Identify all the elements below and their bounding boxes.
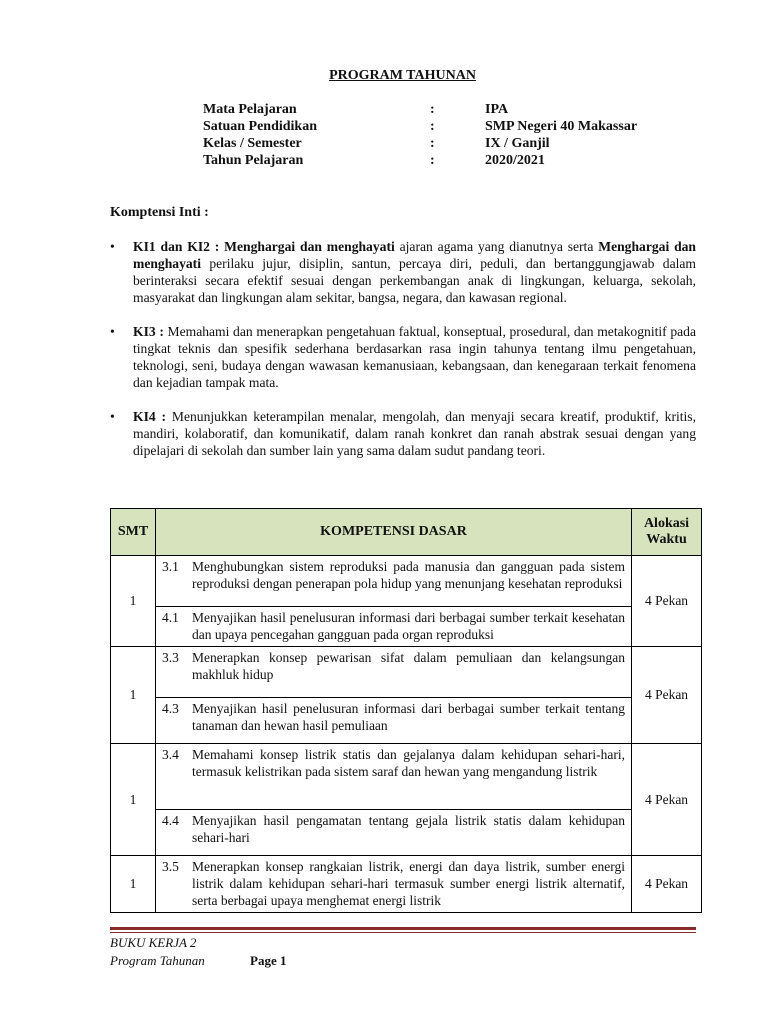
meta-label: Satuan Pendidikan	[203, 119, 317, 134]
smt-cell: 1	[111, 744, 156, 856]
kd-text: Menyajikan hasil pengamatan tentang gejala listrik statis dalam kehidupan sehari-hari	[192, 813, 625, 845]
ki-item	[110, 238, 696, 306]
meta-value: IX / Ganjil	[485, 136, 550, 151]
meta-label: Kelas / Semester	[203, 136, 302, 151]
bullet-icon: •	[110, 409, 115, 424]
kd-text: Menyajikan hasil penelusuran informasi dari berbagai sumber terkait kesehatan dan upaya pencegahan gangguan pada organ reproduksi	[192, 610, 625, 642]
kd-cell	[156, 856, 632, 913]
meta-row	[203, 135, 663, 152]
ki-text: Memahami dan menerapkan pengetahuan faktual, konseptual, prosedural, dan metakognitif pada tingkat teknis dan spesifik sederhana berdasarkan rasa ingin tahunya tentang ilmu pengetahuan, teknologi, seni, budaya dengan wawasan kemanusiaan, kebangsaan, dan kenegaraan terkait fenomena dan kejadian tampak mata.	[133, 324, 696, 390]
meta-colon: :	[430, 153, 435, 168]
table-row	[111, 856, 702, 913]
kd-text: Menghubungkan sistem reproduksi pada manusia dan gangguan pada sistem reproduksi dengan penerapan pola hidup yang menunjang kesehatan reproduksi	[192, 559, 625, 591]
header-kompetensi-dasar: KOMPETENSI DASAR	[156, 509, 632, 556]
footer-divider-thin	[110, 932, 696, 933]
alokasi-cell: 4 Pekan	[632, 647, 702, 744]
table-row	[111, 810, 702, 856]
table-row	[111, 744, 702, 810]
table-header-row	[111, 509, 702, 556]
kd-number: 3.1	[162, 559, 179, 574]
smt-cell: 1	[111, 856, 156, 913]
meta-colon: :	[430, 119, 435, 134]
header-waktu-line: Waktu	[646, 532, 687, 547]
ki-item	[110, 323, 696, 391]
ki-label: KI4 :	[133, 409, 167, 424]
meta-colon: :	[430, 102, 435, 117]
kd-text: Memahami konsep listrik statis dan gejalanya dalam kehidupan sehari-hari, termasuk kelistrikan pada sistem saraf dan hewan yang mengandung listrik	[192, 747, 625, 779]
meta-label: Tahun Pelajaran	[203, 153, 304, 168]
bullet-icon: •	[110, 239, 115, 254]
page-title: PROGRAM TAHUNAN	[329, 68, 476, 83]
meta-colon: :	[430, 136, 435, 151]
ki-text: Menunjukkan keterampilan menalar, mengolah, dan menyaji secara kreatif, produktif, kritis, mandiri, kolaboratif, dan komunikatif, dalam ranah konkret dan ranah abstrak sesuai dengan yang dipelajari di sekolah dan sumber lain yang sama dalam sudut pandang teori.	[133, 409, 696, 458]
ki-heading: Komptensi Inti :	[110, 205, 209, 220]
kd-cell	[156, 744, 632, 810]
kompetensi-dasar-table	[110, 508, 702, 913]
footer-book-title: BUKU KERJA 2	[110, 935, 197, 950]
kd-text: Menerapkan konsep rangkaian listrik, energi dan daya listrik, sumber energi listrik dalam kehidupan sehari-hari termasuk sumber energi listrik alternatif, serta berbagai upaya menghemat energi listrik	[192, 859, 625, 908]
table-row	[111, 647, 702, 698]
meta-row	[203, 118, 663, 135]
kd-cell	[156, 607, 632, 647]
meta-label: Mata Pelajaran	[203, 102, 297, 117]
meta-value: SMP Negeri 40 Makassar	[485, 119, 638, 134]
kd-cell	[156, 698, 632, 744]
meta-row	[203, 152, 663, 169]
meta-row	[203, 101, 663, 118]
ki-text: perilaku jujur, disiplin, santun, percaya diri, peduli, dan bertanggungjawab dalam berinteraksi secara efektif sesuai dengan perkembangan anak di lingkungan, keluarga, sekolah, masyarakat dan lingkungan alam sekitar, bangsa, negara, dan kawasan regional.	[133, 256, 696, 305]
alokasi-cell: 4 Pekan	[632, 856, 702, 913]
kd-text: Menerapkan konsep pewarisan sifat dalam pemuliaan dan kelangsungan makhluk hidup	[192, 650, 625, 682]
smt-cell: 1	[111, 647, 156, 744]
ki-label: KI1 dan KI2 : Menghargai dan menghayati	[133, 239, 395, 254]
page-footer	[110, 934, 287, 970]
kd-cell	[156, 647, 632, 698]
alokasi-cell: 4 Pekan	[632, 744, 702, 856]
kd-number: 3.5	[162, 859, 179, 874]
kd-number: 3.3	[162, 650, 179, 665]
kd-number: 4.4	[162, 813, 179, 828]
page-number: Page 1	[250, 953, 287, 968]
table-row	[111, 607, 702, 647]
kd-number: 4.3	[162, 701, 179, 716]
footer-divider	[110, 927, 696, 930]
meta-block	[203, 101, 663, 169]
smt-cell: 1	[111, 556, 156, 647]
header-alokasi-line: Alokasi	[643, 516, 690, 531]
kd-number: 3.4	[162, 747, 179, 762]
header-alokasi-waktu	[632, 509, 702, 556]
bullet-icon: •	[110, 324, 115, 339]
kd-cell	[156, 810, 632, 856]
table-row	[111, 556, 702, 607]
header-smt: SMT	[111, 509, 156, 556]
kd-text: Menyajikan hasil penelusuran informasi dari berbagai sumber terkait tentang tanaman dan hewan hasil pemuliaan	[192, 701, 625, 733]
alokasi-cell: 4 Pekan	[632, 556, 702, 647]
ki-label: KI3 :	[133, 324, 164, 339]
ki-text: ajaran agama yang dianutnya serta	[394, 239, 599, 254]
kd-number: 4.1	[162, 610, 179, 625]
footer-doc-title: Program Tahunan	[110, 953, 205, 968]
ki-item	[110, 408, 696, 459]
meta-value: 2020/2021	[485, 153, 545, 168]
table-row	[111, 698, 702, 744]
meta-value: IPA	[485, 102, 509, 117]
ki-list	[110, 238, 696, 476]
kd-cell	[156, 556, 632, 607]
ki-bold-text: Menghargai dan menghayati	[133, 239, 696, 271]
